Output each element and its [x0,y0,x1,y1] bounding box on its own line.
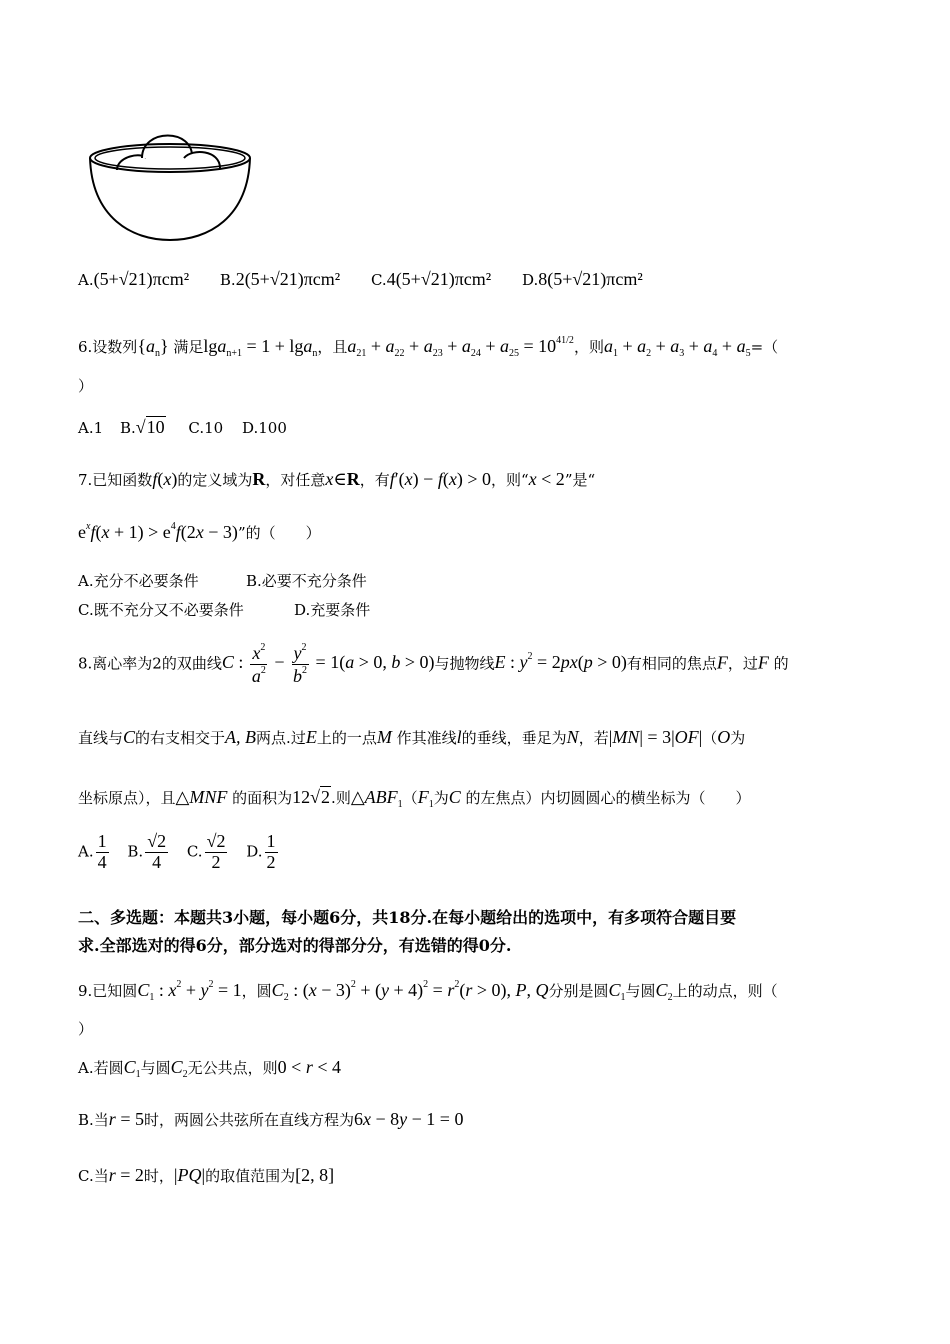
q8-option-c[interactable]: C. $\frac{√2}{2}$ [186,831,226,872]
q6-option-a[interactable]: A.1 [78,419,104,437]
q8-mn-of-condition: |MN| = 3|OF| [608,727,703,747]
parabola-equation: E : $y^2 = 2px(p > 0)$ [494,651,627,673]
triangle-abf1: $\triangle ABF_1$ [350,787,403,810]
q8-stem-line2: 直线与C的右支相交于A, B两点.过E上的一点M 作其准线l的垂线，垂足为N，若|MN| = 3|OF|（O为 [78,727,746,747]
q5-option-c[interactable]: C.4(5+√21)πcm² [370,269,492,289]
q7-option-a[interactable]: A.充分不必要条件 [78,572,199,590]
q7-option-b[interactable]: B.必要不充分条件 [246,572,367,590]
q8-option-b[interactable]: B. $\frac{√2}{4}$ [127,831,167,872]
circle-c2-equation: $C_2$ : $(x - 3)^2 + (y + 4)^2 = r^2(r > 0)$, P, Q [271,979,549,1003]
section2-heading-line2: 求.全部选对的得6分，部分选对的得部分分，有选错的得0分. [78,936,512,955]
q6-option-d[interactable]: D.100 [242,419,287,437]
q9-option-a[interactable]: A.若圆$C_1$与圆$C_2$无公共点，则0 < r < 4 [78,1057,341,1080]
q7-inequality: $e^xf(x + 1) > e^4f(2x - 3)$ [78,521,238,542]
q6-options [78,418,313,436]
q6-sum-equation: $a_{21} + a_{22} + a_{23} + a_{24} + a_{25} = 10^{41/2}$ [347,335,574,359]
q7-options-row1 [78,574,367,589]
q7-options-row2 [78,603,370,618]
sequence-a-n: $\{a_n\}$ [137,336,169,359]
q8-option-d[interactable]: D. $\frac{1}{2}$ [246,831,276,872]
q6-close-paren: ） [78,377,94,395]
q9-stem: 9.已知圆$C_1$ : $x^2 + y^2 = 1$，圆$C_2$ : $(x - 3)^2 + (y + 4)^2 = r^2(r > 0)$, P, Q分别是圆$C_1$与圆$C_2$上的动点，则（ [78,979,778,1003]
q6-stem: 6.设数列$\{a_n\}$ 满足lga$_{n+1}$ = 1 + lga$_n$，且$a_{21} + a_{22} + a_{23} + a_{24} + a_{25} = 10^{41/2}$，则$a_1 + a_2 + a_3 + a_4 + a_5=$（ [78,335,779,359]
section2-heading-line1: 二、多选题：本题共3小题，每小题6分，共18分.在每小题给出的选项中，有多项符合题目要 [78,908,737,927]
q8-stem-line1: 8.离心率为2的双曲线C : $\frac{x^2}{a^2}$ − $\frac{y^2}{b^2}$ = 1(a > 0, b > 0)与抛物线E : $y^2 = 2px(p > 0)$有相同的焦点F，过F 的 [78,642,789,686]
q9-close-paren: ） [78,1020,94,1038]
q5-option-b[interactable]: B.2(5+√21)πcm² [219,269,341,289]
q7-stem-cont: $e^xf(x + 1) > e^4f(2x - 3)$”的（ ） [78,521,321,542]
q5-option-d[interactable]: D.8(5+√21)πcm² [521,269,643,289]
q6-condition: lga$_{n+1}$ = 1 + lga$_n$ [203,336,318,359]
hyperbola-equation: C : $\frac{x^2}{a^2}$ − $\frac{y^2}{b^2}$ = 1(a > 0, b > 0) [221,642,435,686]
q8-options [78,832,280,873]
q7-option-c[interactable]: C.既不充分又不必要条件 [78,601,244,619]
q6-option-c[interactable]: C.10 [188,419,224,437]
q6-target-sum: $a_1 + a_2 + a_3 + a_4 + a_5$ [603,336,751,359]
circle-c1-equation: $C_1$ : $x^2 + y^2 = 1$ [137,979,242,1003]
q8-stem-line3: 坐标原点），且△MNF 的面积为12√2.则$\triangle ABF_1(F_1$为C 的左焦点）内切圆圆心的横坐标为（ ） [78,787,751,810]
bowl-figure [84,128,256,246]
q7-derivative-condition: f′(x) − f(x) > 0 [389,469,491,489]
q8-option-a[interactable]: A. $\frac{1}{4}$ [78,831,107,872]
egg-right [184,152,220,168]
q7-stem: 7.已知函数f(x)的定义域为R，对任意x∈R，有f′(x) − f(x) > 0，则“x < 2”是“ [78,469,596,489]
q6-option-b[interactable]: B.√10 [119,417,165,437]
q5-options [78,270,669,288]
triangle-mnf: △MNF [175,787,228,807]
q7-function: f(x) [152,469,178,489]
area-value: 12√2 [292,787,331,807]
bowl-body [90,158,250,240]
q5-option-a[interactable]: A.(5+√21)πcm² [78,269,190,289]
q9-option-c[interactable]: C.当r = 2时，|PQ|的取值范围为[2, 8] [78,1165,335,1185]
q7-option-d[interactable]: D.充要条件 [294,601,371,619]
q9-option-b[interactable]: B.当r = 5时，两圆公共弦所在直线方程为6x − 8y − 1 = 0 [78,1109,464,1129]
